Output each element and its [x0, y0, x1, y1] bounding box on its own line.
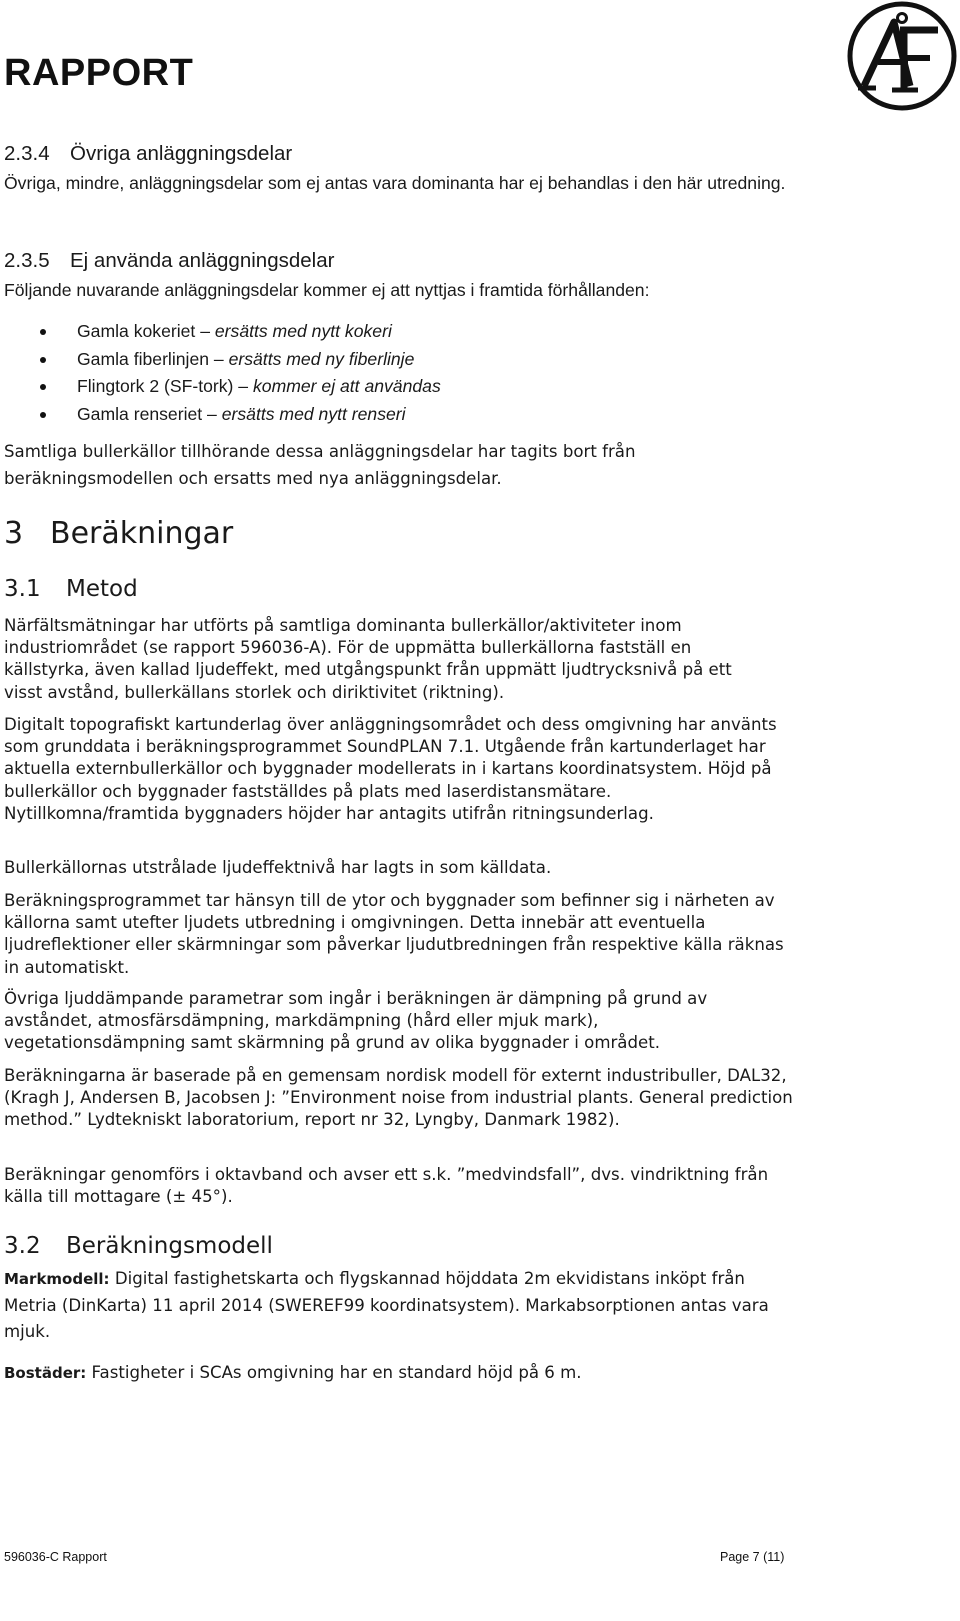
report-title: RAPPORT — [4, 52, 194, 94]
section-number: 2.3.4 — [4, 142, 50, 165]
section-2-3-5-intro: Följande nuvarande anläggningsdelar kommer ej att nyttjas i framtida förhållanden: — [4, 280, 650, 300]
section-number: 3.2 — [4, 1233, 41, 1259]
ground-model-paragraph — [4, 1266, 794, 1346]
section-number: 3.1 — [4, 576, 41, 602]
footer-page-number: Page 7 (11) — [720, 1550, 785, 1564]
section-title: Beräkningsmodell — [66, 1233, 273, 1259]
unused-parts-list — [40, 318, 441, 428]
ground-model-text: Digital fastighetskarta och flygskannad höjddata 2m ekvidistans inköpt från Metria (DinKarta) 11 april 2014 (SWEREF99 koordinatsystem). Markabsorptionen antas vara mjuk. — [4, 1269, 769, 1341]
residences-text: Fastigheter i SCAs omgivning har en standard höjd på 6 m. — [86, 1363, 582, 1382]
af-logo-icon — [846, 0, 958, 112]
method-paragraph-1: Närfältsmätningar har utförts på samtliga dominanta bullerkällor/aktiviteter inom industriområdet (se rapport 596036-A). För de uppmätta bullerkällorna fastställ en källstyrka, även kallad ljudeffekt, med utgångspunkt från uppmätt ljudtrycksnivå på ett visst avstånd, bullerkällans storlek och diriktivitet (riktning). — [4, 616, 732, 702]
list-item: Gamla fiberlinjen – ersätts med ny fiberlinje — [40, 346, 441, 374]
section-heading-3-2 — [4, 1235, 273, 1258]
section-2-3-5-outro: Samtliga bullerkällor tillhörande dessa anläggningsdelar har tagits bort från beräkningsmodellen och ersatts med nya anläggningsdelar. — [4, 442, 636, 488]
list-item: Flingtork 2 (SF-tork) – kommer ej att användas — [40, 373, 441, 401]
section-title: Ej använda anläggningsdelar — [70, 249, 335, 272]
section-title: Övriga anläggningsdelar — [70, 142, 293, 165]
section-2-3-4-text: Övriga, mindre, anläggningsdelar som ej antas vara dominanta har ej behandlas i den här utredning. — [4, 173, 786, 193]
ground-model-label: Markmodell: — [4, 1270, 110, 1288]
chapter-number: 3 — [4, 516, 24, 551]
section-heading-3-1 — [4, 578, 138, 601]
list-item: Gamla kokeriet – ersätts med nytt kokeri — [40, 318, 441, 346]
method-paragraph-3: Bullerkällornas utstrålade ljudeffektnivå har lagts in som källdata. — [4, 858, 552, 877]
section-heading-2-3-4 — [4, 144, 292, 165]
section-number: 2.3.5 — [4, 249, 50, 272]
method-paragraph-5: Övriga ljuddämpande parametrar som ingår i beräkningen är dämpning på grund av avståndet, atmosfärsdämpning, markdämpning (hård eller mjuk mark), vegetationsdämpning samt skärmning på grund av olika byggnader i området. — [4, 989, 708, 1053]
section-title: Metod — [66, 576, 138, 602]
residences-label: Bostäder: — [4, 1364, 87, 1382]
residences-paragraph — [4, 1360, 824, 1387]
section-heading-2-3-5 — [4, 251, 334, 272]
method-paragraph-7: Beräkningar genomförs i oktavband och avser ett s.k. ”medvindsfall”, dvs. vindriktning från källa till mottagare (± 45°). — [4, 1165, 769, 1207]
method-paragraph-6: Beräkningarna är baserade på en gemensam nordisk modell för externt industribuller, DAL32, (Kragh J, Andersen B, Jacobsen J: ”Environment noise from industrial plants. General prediction method.” Lydtekniskt laboratorium, report nr 32, Lyngby, Danmark 1982). — [4, 1066, 793, 1130]
footer-document-id: 596036-C Rapport — [4, 1550, 107, 1564]
list-item: Gamla renseriet – ersätts med nytt renseri — [40, 401, 441, 429]
method-paragraph-2: Digitalt topografiskt kartunderlag över anläggningsområdet och dess omgivning har använts som grunddata i beräkningsprogrammet SoundPLAN 7.1. Utgående från kartunderlaget har aktuella externbullerkällor och byggnader modellerats in i kartans koordinatsystem. Höjd på bullerkällor och byggnader fastställdes på plats med laserdistansmätare. Nytillkomna/framtida byggnaders höjder har antagits utifrån ritningsunderlag. — [4, 715, 777, 823]
chapter-title: Beräkningar — [50, 516, 234, 551]
chapter-heading-3 — [4, 516, 234, 551]
method-paragraph-4: Beräkningsprogrammet tar hänsyn till de ytor och byggnader som befinner sig i närheten av källorna samt utefter ljudets utbredning i omgivningen. Detta innebär att eventuella ljudreflektioner eller skärmningar som påverkar ljudutbredningen från respektive källa räknas in automatiskt. — [4, 891, 784, 977]
